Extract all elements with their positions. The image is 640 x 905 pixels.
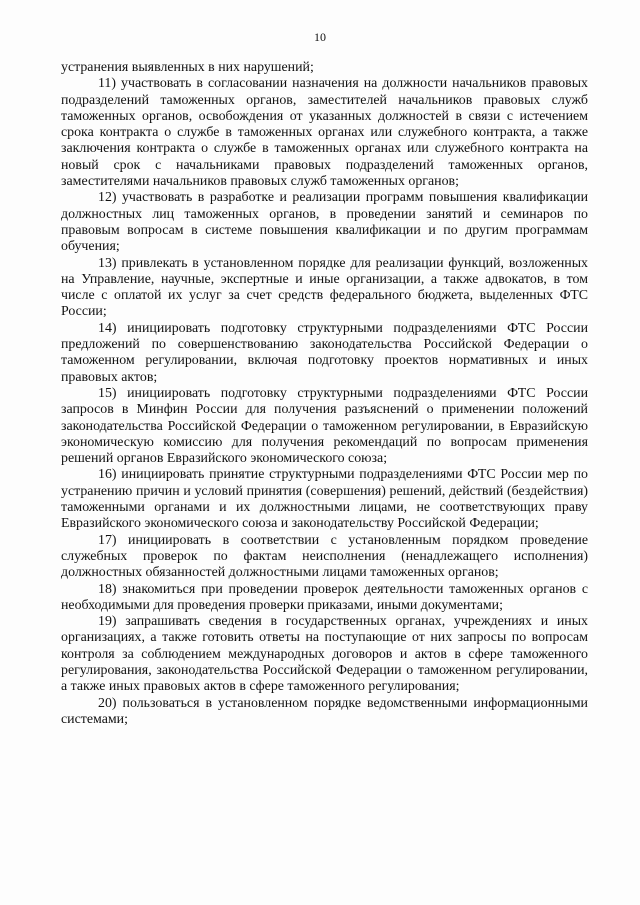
- paragraph-item-19: 19) запрашивать сведения в государственных органах, учреждениях и иных организациях, а также готовить ответы на поступающие от них запросы по вопросам контроля за соблюдением международных договоров и актов в сфере таможенного регулирования, законодательства Российской Федерации о таможенном регулировании, а также иных правовых актов в сфере таможенного регулирования;: [61, 614, 588, 695]
- paragraph-item-11: 11) участвовать в согласовании назначения на должности начальников правовых подразделений таможенных органов, заместителей начальников правовых служб таможенных органов, освобождения от указанных должностей в связи с истечением срока контракта о службе в таможенных органах или служебного контракта, а также заключения контракта о службе в таможенных органах или служебного контракта на новый срок с начальниками правовых подразделений таможенных органов, заместителями начальников правовых служб таможенных органов;: [61, 76, 588, 190]
- paragraph-item-15: 15) инициировать подготовку структурными подразделениями ФТС России запросов в Минфин России для получения разъяснений о применении положений законодательства Российской Федерации о таможенном регулировании, в Евразийскую экономическую комиссию для получения рекомендаций по вопросам применения решений органов Евразийского экономического союза;: [61, 385, 588, 467]
- paragraph-item-13: 13) привлекать в установленном порядке для реализации функций, возложенных на Управление, научные, экспертные и иные организации, а также адвокатов, в том числе с оплатой их услуг за счет средств федерального бюджета, выделенных ФТС России;: [61, 255, 588, 320]
- paragraph-item-16: 16) инициировать принятие структурными подразделениями ФТС России мер по устранению причин и условий принятия (совершения) решений, действий (бездействия) таможенными органами и их должностными лицами, не соответствующих праву Евразийского экономического союза и законодательству Российской Федерации;: [61, 467, 588, 532]
- paragraph-item-14: 14) инициировать подготовку структурными подразделениями ФТС России предложений по совершенствованию законодательства Российской Федерации о таможенном регулировании, включая подготовку проектов нормативных и иных правовых актов;: [61, 320, 588, 385]
- document-body: [61, 60, 588, 728]
- page-number: 10: [314, 30, 326, 44]
- paragraph-item-12: 12) участвовать в разработке и реализации программ повышения квалификации должностных лиц таможенных органов, в проведении занятий и семинаров по правовым вопросам в системе повышения квалификации и по другим программам обучения;: [61, 190, 588, 255]
- paragraph-item-18: 18) знакомиться при проведении проверок деятельности таможенных органов с необходимыми для проведения проверки приказами, иными документами;: [61, 581, 588, 613]
- paragraph-continuation: устранения выявленных в них нарушений;: [61, 60, 314, 75]
- paragraph-item-20: 20) пользоваться в установленном порядке ведомственными информационными системами;: [61, 695, 588, 727]
- paragraph-item-17: 17) инициировать в соответствии с установленным порядком проведение служебных проверок по фактам неисполнения (ненадлежащего исполнения) должностных обязанностей должностными лицами таможенных органов;: [61, 532, 588, 581]
